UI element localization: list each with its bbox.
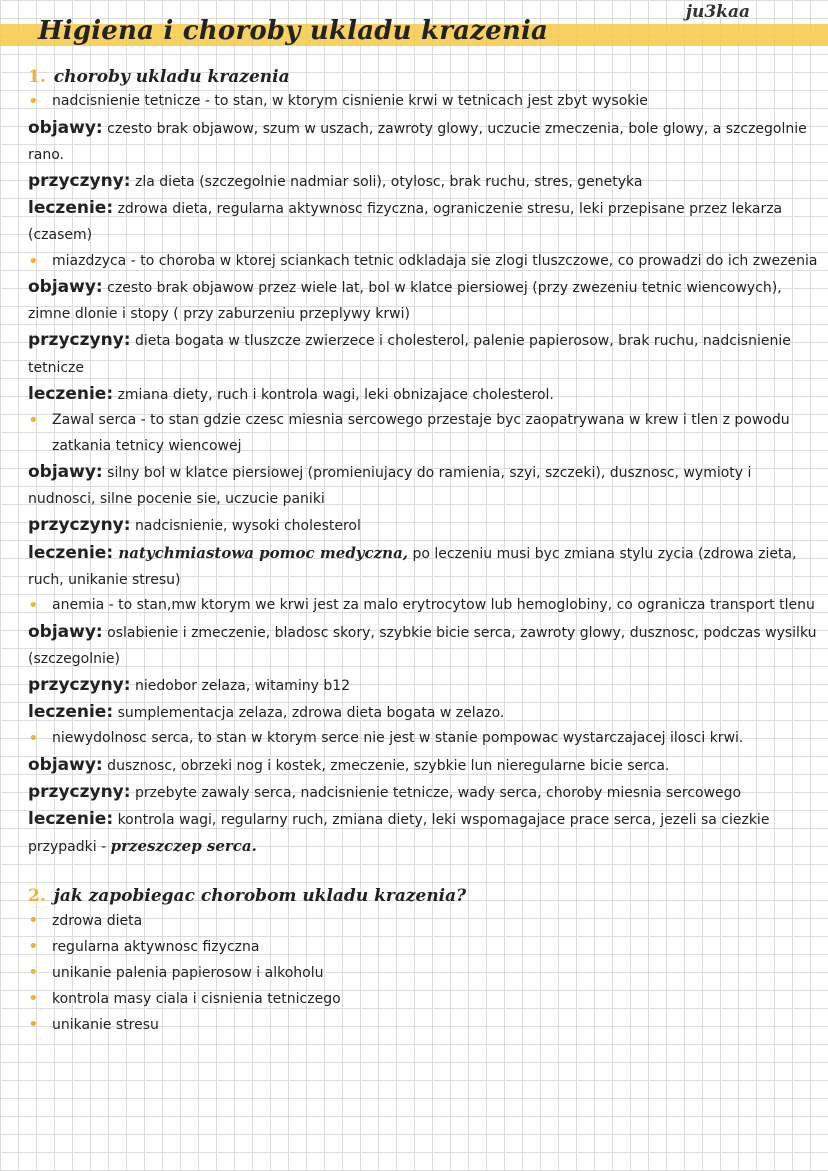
leczenie-label: leczenie: [28, 198, 114, 219]
objawy-line [28, 274, 818, 327]
bullet-niewydolnosc-serca [28, 726, 818, 752]
objawy-line [28, 115, 818, 168]
przyczyny-label: przyczyny: [28, 330, 131, 351]
bullet-text: niewydolnosc serca, to stan w ktorym serce nie jest w stanie pompowac wystarczajacej ilosci krwi. [52, 730, 744, 747]
objawy-label: objawy: [28, 621, 103, 642]
section2-number: 2. [28, 885, 46, 906]
section1-number: 1. [28, 67, 46, 87]
leczenie-text: po leczeniu musi byc zmiana stylu zycia (zdrowa zieta, ruch, unikanie stresu) [28, 545, 797, 588]
przyczyny-label: przyczyny: [28, 782, 131, 803]
bullet-text: miazdzyca - to choroba w ktorej sciankach tetnic odkladaja sie zlogi tluszczowe, co prowadzi do ich zwezenia [52, 252, 818, 269]
przyczyny-line [28, 779, 818, 806]
leczenie-line [28, 540, 818, 593]
przyczyny-line [28, 512, 818, 539]
objawy-line [28, 752, 818, 779]
przyczyny-text: przebyte zawaly serca, nadcisnienie tetnicze, wady serca, choroby miesnia sercowego [130, 785, 742, 802]
objawy-text: dusznosc, obrzeki nog i kostek, zmeczenie, szybkie lun nieregularne bicie serca. [102, 757, 670, 774]
leczenie-label: leczenie: [28, 809, 114, 830]
objawy-text: silny bol w klatce piersiowej (promieniujacy do ramienia, szyi, szczeki), dusznosc, wymioty i nudnosci, silne pocenie sie, uczucie paniki [28, 465, 752, 508]
bullet-miazdzyca [28, 249, 818, 275]
objawy-label: objawy: [28, 754, 103, 775]
leczenie-text: zmiana diety, ruch i kontrola wagi, leki obnizajace cholesterol. [113, 386, 554, 403]
leczenie-emphasis: przeszczep serca. [110, 837, 257, 856]
przyczyny-label: przyczyny: [28, 515, 131, 536]
objawy-label: objawy: [28, 117, 103, 138]
leczenie-text: kontrola wagi, regularny ruch, zmiana diety, leki wspomagajace prace serca, jezeli sa ciezkie przypadki - [28, 812, 770, 856]
objawy-line [28, 459, 818, 512]
leczenie-line [28, 195, 818, 248]
bullet-text: Zawal serca - to stan gdzie czesc miesnia sercowego przestaje byc zaopatrywana w krew i tlen z powodu zatkania tetnicy wiencowej [52, 412, 790, 454]
list-item: • kontrola masy ciala i cisnienia tetniczego [28, 986, 818, 1012]
section2-heading [28, 885, 818, 907]
notes-content [28, 66, 818, 1038]
bullet-text: nadcisnienie tetnicze - to stan, w ktorym cisnienie krwi w tetnicach jest zbyt wysokie [52, 93, 648, 109]
leczenie-text: sumplementacja zelaza, zdrowa dieta bogata w zelazo. [113, 705, 505, 722]
przyczyny-text: dieta bogata w tluszcze zwierzece i cholesterol, palenie papierosow, brak ruchu, nadcisnienie tetnicze [28, 333, 791, 376]
leczenie-label: leczenie: [28, 383, 114, 404]
bullet-text: anemia - to stan,mw ktorym we krwi jest za malo erytrocytow lub hemoglobiny, co ogranicza transport tlenu [52, 597, 815, 614]
bullet-anemia [28, 593, 818, 619]
section1-heading [28, 66, 818, 88]
objawy-line [28, 619, 818, 672]
list-item: • unikanie stresu [28, 1012, 818, 1038]
objawy-text: czesto brak objawow przez wiele lat, bol w klatce piersiowej (przy zwezeniu tetnic wiencowych), zimne dlonie i stopy ( przy zaburzeniu przeplywy krwi) [28, 280, 782, 323]
leczenie-line [28, 699, 818, 726]
list-item: • unikanie palenia papierosow i alkoholu [28, 960, 818, 986]
author-signature: ju3kaa [685, 2, 750, 22]
leczenie-line [28, 381, 818, 408]
leczenie-label: leczenie: [28, 542, 114, 563]
leczenie-text: zdrowa dieta, regularna aktywnosc fizyczna, ograniczenie stresu, leki przepisane przez lekarza (czasem) [28, 201, 783, 244]
przyczyny-line [28, 672, 818, 699]
przyczyny-label: przyczyny: [28, 170, 131, 191]
przyczyny-text: niedobor zelaza, witaminy b12 [130, 677, 351, 694]
page-title: Higiena i choroby ukladu krazenia [38, 16, 549, 46]
list-item: • zdrowa dieta [28, 908, 818, 934]
przyczyny-text: nadcisnienie, wysoki cholesterol [130, 518, 361, 535]
section2 [28, 885, 818, 1038]
objawy-text: oslabienie i zmeczenie, bladosc skory, szybkie bicie serca, zawroty glowy, dusznosc, podczas wysilku (szczegolnie) [28, 624, 817, 667]
objawy-label: objawy: [28, 462, 103, 483]
leczenie-label: leczenie: [28, 702, 114, 723]
przyczyny-text: zla dieta (szczegolnie nadmiar soli), otylosc, brak ruchu, stres, genetyka [130, 173, 643, 190]
leczenie-line [28, 806, 818, 860]
objawy-text: czesto brak objawow, szum w uszach, zawroty glowy, uczucie zmeczenia, bole glowy, a szczegolnie rano. [28, 120, 807, 163]
section2-title: jak zapobiegac chorobom ukladu krazenia? [53, 885, 467, 906]
leczenie-emphasis: natychmiastowa pomoc medyczna, [113, 543, 409, 562]
list-item: • regularna aktywnosc fizyczna [28, 934, 818, 960]
przyczyny-line [28, 168, 818, 195]
bullet-nadcisnienie [28, 89, 818, 115]
bullet-zawal-serca [28, 408, 818, 459]
przyczyny-line [28, 327, 818, 380]
przyczyny-label: przyczyny: [28, 674, 131, 695]
objawy-label: objawy: [28, 277, 103, 298]
section1-title: choroby ukladu krazenia [53, 67, 290, 87]
